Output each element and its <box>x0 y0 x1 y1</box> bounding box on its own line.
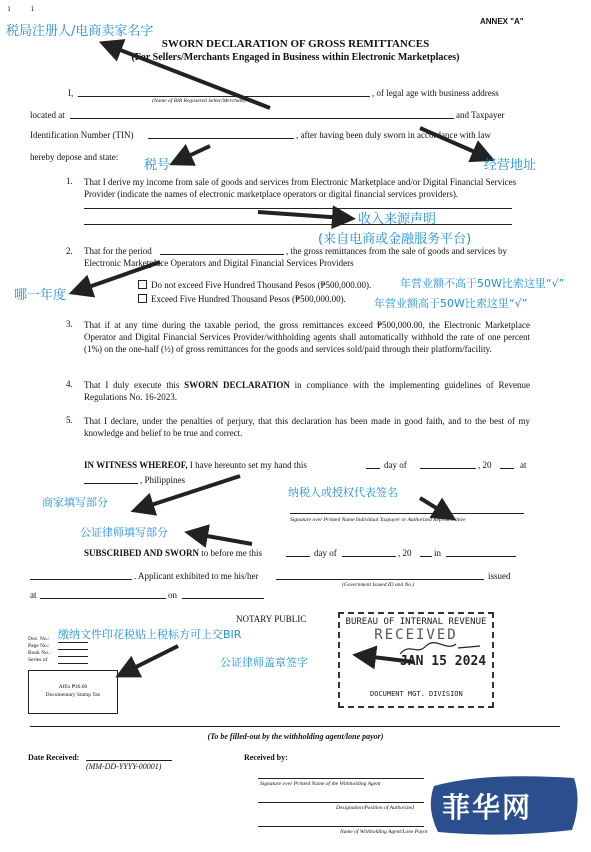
arrow-year <box>80 262 160 290</box>
annotation-income-source: 收入来源声明 <box>358 212 437 227</box>
annotation-not-exceed: 年营业额不高于50W比索这里“√” <box>400 277 565 290</box>
name-caption: (Name of BIR Registered Seller/Merchant) <box>152 98 246 104</box>
item3-text: That if at any time during the taxable period, the gross remittances exceed ₱500,000.00, the Electronic Marketplace Operator and Digital Financial Services Provider/withholding agents shall automatically withhold the rate of one percent (1%) on the one-half (½) of gross remittances for the goods and services sold/paid through their platform/facility. <box>84 320 530 354</box>
date-format: (MM-DD-YYYY-00001) <box>86 762 162 771</box>
witness-text: IN WITNESS WHEREOF, I have hereunto set my hand this <box>84 460 307 470</box>
annex-label: ANNEX "A" <box>480 17 524 26</box>
issued-label: issued <box>488 571 511 581</box>
document-title: SWORN DECLARATION OF GROSS REMITTANCES <box>161 38 430 50</box>
annotation-exceed: 年营业额高于50W比索这里“√” <box>374 297 528 310</box>
intro-legal-age: , of legal age with business address <box>372 88 499 98</box>
annotation-tin: 税号 <box>144 158 171 173</box>
witness-philippines: , Philippines <box>140 475 186 485</box>
item3-number: 3. <box>66 319 73 329</box>
witness-day-of: day of <box>384 460 407 470</box>
option-not-exceed[interactable]: Do not exceed Five Hundred Thousand Pesos (₱500,000.00). <box>138 280 371 291</box>
annotation-taxpayer-sign: 纳税人或授权代表签名 <box>288 486 398 499</box>
annotation-year: 哪一年度 <box>14 288 67 303</box>
and-taxpayer-label: and Taxpayer <box>456 110 505 120</box>
bir-received-stamp: BUREAU OF INTERNAL REVENUE RECEIVED JAN 15 2024 DOCUMENT MGT. DIVISION <box>338 612 494 708</box>
notary-register: Doc. No.: Page No.: Book No.: Series of <box>28 636 51 663</box>
annotation-seller-name: 税局注册人/电商卖家名字 <box>6 24 154 39</box>
item5-text: That I declare, under the penalties of perjury, that this declaration has been made in good faith, and to the best of my knowledge and belief to be true and correct. <box>84 416 530 438</box>
subscribed-day-of: day of <box>314 548 337 558</box>
subscribed-year-label: , 20 <box>398 548 412 558</box>
item2-period-label: That for the period <box>84 246 152 256</box>
item1-number: 1. <box>66 176 73 186</box>
annotation-income-source-sub: (来自电商或金融服务平台) <box>318 232 472 247</box>
watermark-logo: 菲华网 <box>424 772 586 838</box>
arrow-seller-name <box>110 46 270 108</box>
item1-text: That I derive my income from sale of goods and services from Electronic Marketplace and/or Digital Financial Services Provider (indicate the names of electronic marketplace operators or digital financial services providers). <box>84 177 517 199</box>
item5-number: 5. <box>66 415 73 425</box>
sworn-text: , after having been duly sworn in accordance with law <box>296 130 491 140</box>
witness-at: at <box>520 460 527 470</box>
arrow-stamp-tax <box>126 646 178 672</box>
item2-text-c: Electronic Marketplace Operators and Digital Financial Services Providers <box>84 258 354 268</box>
item4-text: That I duly execute this SWORN DECLARATION in compliance with the implementing guidelines of Revenue Regulations No. 16-2023. <box>84 380 530 402</box>
subscribed-text: SUBSCRIBED AND SWORN to before me this <box>84 548 263 558</box>
applicant-text: . Applicant exhibited to me his/her <box>134 571 259 581</box>
documentary-stamp-box[interactable]: Affix ₱30.00 Documentary Stamp Tax <box>28 670 118 714</box>
annotation-notary-seal: 公证律师盖章签字 <box>220 656 308 669</box>
withholding-signature-caption: Signature over Printed Name of the Withholding Agent <box>260 781 381 787</box>
depose-text: hereby depose and state: <box>30 152 119 162</box>
arrow-address <box>420 128 484 156</box>
intro-i: I, <box>68 88 74 98</box>
withholding-agent-caption: Name of Withholding Agent/Lone Payor <box>340 829 429 835</box>
item4-number: 4. <box>66 379 73 389</box>
annotation-merchant-part: 商家填写部分 <box>42 496 108 509</box>
arrow-notary <box>196 534 252 544</box>
government-id-caption: (Government Issued ID and No.) <box>342 582 415 588</box>
arrow-income <box>258 212 344 218</box>
arrow-taxpayer-sign <box>420 498 446 514</box>
item2-text-b: , the gross remittances from the sale of goods and services by <box>286 246 507 256</box>
subscribed-in: in <box>434 548 442 558</box>
annotation-stamp-tax: 缴纳文件印花税贴上税标方可上交BIR <box>58 628 242 641</box>
corner-mark: ⅰ ⅰ <box>8 5 34 13</box>
arrow-merchant <box>142 476 240 508</box>
designation-caption: Designation/Position of Authorized <box>336 805 414 811</box>
on-label: on <box>168 590 177 600</box>
document-subtitle: (For Sellers/Merchants Engaged in Business within Electronic Marketplaces) <box>131 52 460 63</box>
tin-label: Identification Number (TIN) <box>30 130 134 140</box>
date-received-label: Date Received: <box>28 753 80 762</box>
signature-caption: Signature over Printed Name Individual Taxpayer or Authorized Representative <box>290 517 466 523</box>
item2-number: 2. <box>66 246 73 256</box>
located-at-label: located at <box>30 110 65 120</box>
arrow-tin <box>180 146 210 160</box>
witness-year-label: , 20 <box>478 460 492 470</box>
received-by-label: Received by: <box>244 753 288 762</box>
at-label: at <box>30 590 37 600</box>
withholding-heading: (To be filled-out by the withholding agent/lone payor) <box>207 732 384 741</box>
option-exceed[interactable]: Exceed Five Hundred Thousand Pesos (₱500,000.00). <box>138 294 346 305</box>
arrow-notary-seal <box>364 656 414 662</box>
annotation-notary-part: 公证律师填写部分 <box>80 526 168 539</box>
annotation-address: 经营地址 <box>484 158 537 173</box>
notary-public-label: NOTARY PUBLIC <box>236 614 307 624</box>
